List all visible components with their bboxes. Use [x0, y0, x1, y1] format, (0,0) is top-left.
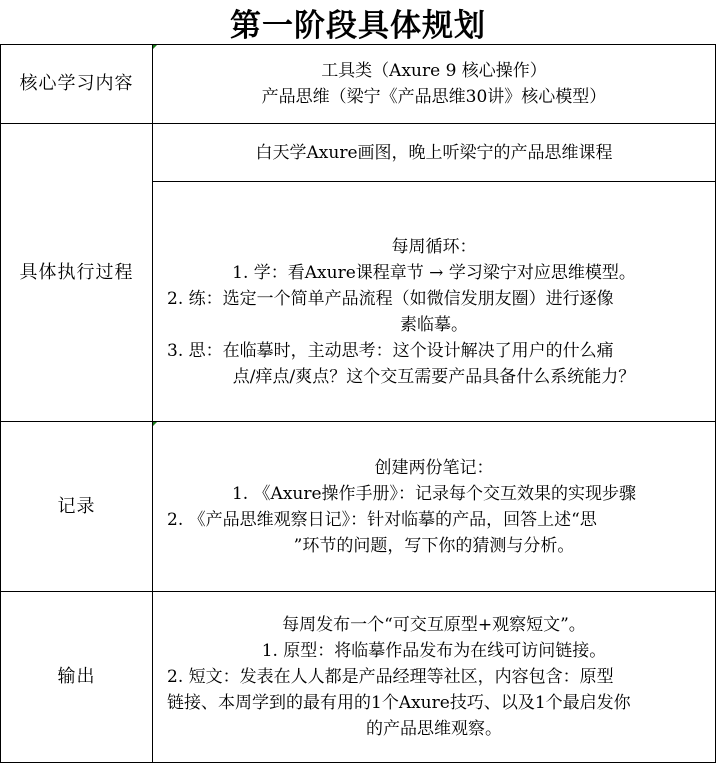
content-line: 1. 原型：将临摹作品发布为在线可访问链接。: [261, 641, 607, 661]
content-line: 白天学Axure画图，晚上听梁宁的产品思维课程: [255, 142, 613, 163]
content-line: 每周循环：: [391, 236, 477, 257]
table-title: 第一阶段具体规划: [230, 7, 486, 44]
content-line: 的产品思维观察。: [366, 719, 502, 739]
grid-line: [715, 44, 716, 763]
content-line: 工具类（Axure 9 核心操作）: [321, 61, 547, 81]
row-content-execution-summary: [153, 124, 715, 181]
content-line: 点/痒点/爽点？这个交互需要产品具备什么系统能力？: [232, 366, 636, 387]
row-label-text: 输出: [57, 666, 96, 687]
row-content-core-content: [153, 45, 715, 123]
content-line: 1. 学：看Axure课程章节 → 学习梁宁对应思维模型。: [232, 262, 636, 283]
row-label-text: 记录: [57, 495, 96, 517]
row-label-records: [1, 422, 152, 591]
content-line: 链接、本周学到的最有用的1个Axure技巧、以及1个最启发你: [167, 693, 631, 713]
row-content-output: [153, 592, 715, 762]
row-label-core-content: [1, 45, 152, 123]
row-label-text: 具体执行过程: [19, 261, 134, 283]
content-line: 1. 《Axure操作手册》：记录每个交互效果的实现步骤: [231, 483, 637, 504]
grid-line: [0, 762, 716, 763]
row-label-execution: [1, 124, 152, 421]
row-label-text: 核心学习内容: [19, 73, 134, 94]
content-line: ”环节的问题，写下你的猜测与分析。: [293, 535, 575, 556]
content-line: 2. 《产品思维观察日记》：针对临摹的产品，回答上述“思: [167, 509, 597, 530]
content-line: 2. 练：选定一个简单产品流程（如微信发朋友圈）进行逐像: [167, 288, 614, 309]
row-content-records: [153, 422, 715, 591]
content-line: 产品思维（梁宁《产品思维30讲》核心模型）: [261, 87, 607, 107]
row-label-output: [1, 592, 152, 762]
content-line: 2. 短文：发表在人人都是产品经理等社区，内容包含：原型: [167, 667, 614, 687]
row-content-execution-loop: [153, 182, 715, 421]
content-line: 3. 思：在临摹时，主动思考：这个设计解决了用户的什么痛: [167, 340, 614, 361]
content-line: 创建两份笔记：: [374, 457, 494, 478]
content-line: 每周发布一个“可交互原型+观察短文”。: [282, 615, 586, 635]
content-line: 素临摹。: [400, 314, 468, 335]
